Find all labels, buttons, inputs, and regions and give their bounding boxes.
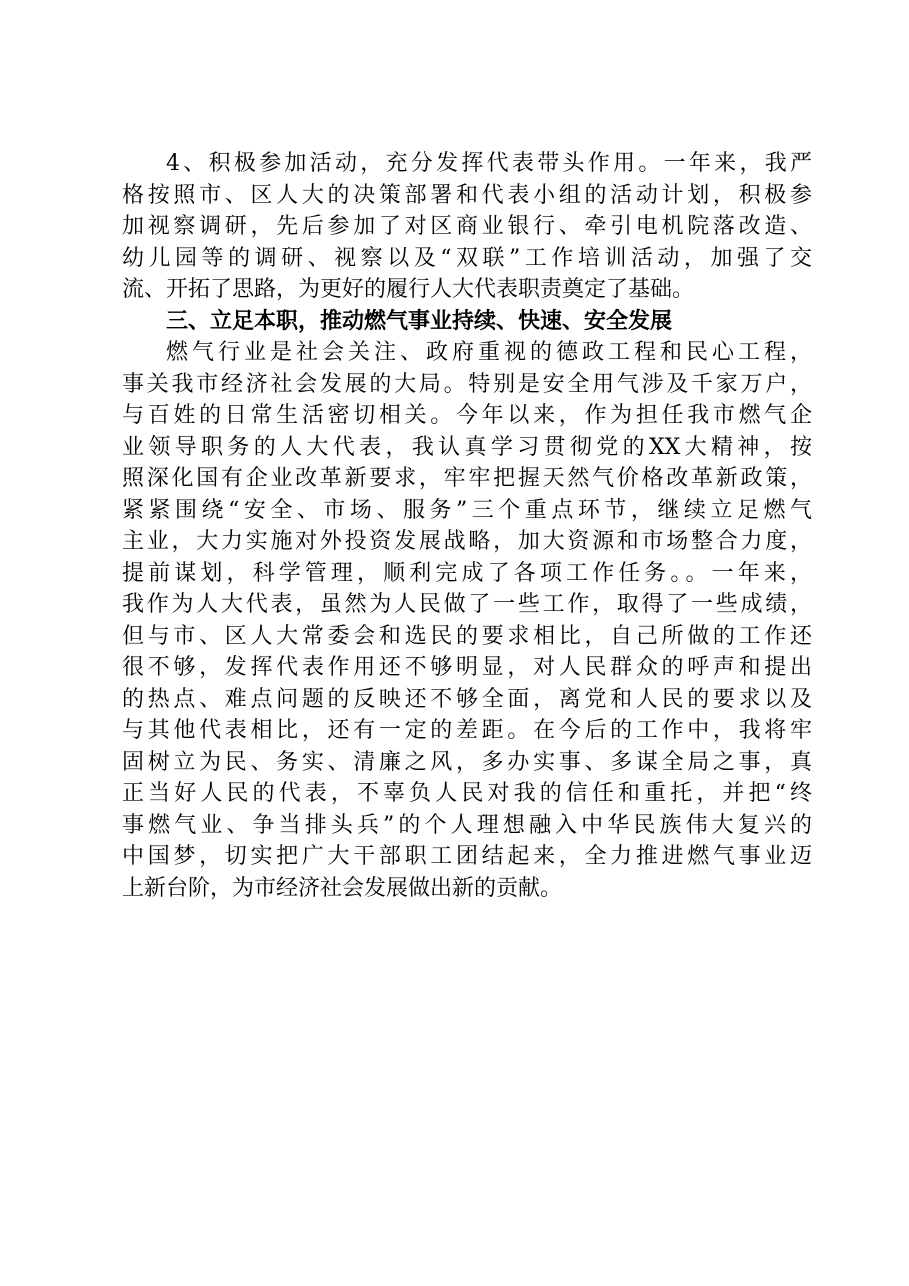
- paragraph-line: 事燃气业、争当排头兵”的个人理想融入中华民族伟大复兴的: [122, 812, 812, 838]
- paragraph-line: 很不够，发挥代表作用还不够明显，对人民群众的呼声和提出: [122, 655, 812, 680]
- document-body: [122, 148, 812, 904]
- paragraph-line: 流、开拓了思路，为更好的履行人大代表职责奠定了基础。: [122, 277, 695, 302]
- paragraph-line: 4、积极参加活动，充分发挥代表带头作用。一年来，我严: [166, 151, 812, 176]
- paragraph-line: 紧紧围绕“安全、市场、服务”三个重点环节，继续立足燃气: [122, 497, 812, 523]
- paragraph-line: 我作为人大代表，虽然为人民做了一些工作，取得了一些成绩，: [122, 592, 812, 617]
- paragraph-line: 正当好人民的代表，不辜负人民对我的信任和重托，并把“终: [122, 781, 812, 806]
- paragraph-line: 事关我市经济社会发展的大局。特别是安全用气涉及千家万户，: [122, 371, 812, 397]
- section-3-heading: 三、立足本职，推动燃气事业持续、快速、安全发展: [166, 308, 673, 334]
- paragraph-line: 但与市、区人大常委会和选民的要求相比，自己所做的工作还: [122, 623, 812, 649]
- paragraph-line: 上新台阶，为市经济社会发展做出新的贡献。: [122, 875, 563, 901]
- paragraph-line: 与其他代表相比，还有一定的差距。在今后的工作中，我将牢: [122, 718, 812, 743]
- paragraph-line: 固树立为民、务实、清廉之风，多办实事、多谋全局之事，真: [122, 749, 812, 775]
- paragraph-line: 主业，大力实施对外投资发展战略，加大资源和市场整合力度，: [122, 529, 812, 554]
- paragraph-line: 提前谋划，科学管理，顺利完成了各项工作任务。。一年来，: [122, 560, 812, 586]
- paragraph-line: 格按照市、区人大的决策部署和代表小组的活动计划，积极参: [122, 182, 812, 208]
- paragraph-line: 燃气行业是社会关注、政府重视的德政工程和民心工程，: [166, 340, 812, 365]
- section-3-paragraph: [122, 337, 812, 904]
- paragraph-line: 业领导职务的人大代表，我认真学习贯彻党的XX大精神，按: [122, 434, 812, 460]
- paragraph-line: 幼儿园等的调研、视察以及“双联”工作培训活动，加强了交: [122, 245, 812, 271]
- paragraph-4: [122, 148, 812, 306]
- paragraph-line: 的热点、难点问题的反映还不够全面，离党和人民的要求以及: [122, 686, 812, 712]
- paragraph-line: 照深化国有企业改革新要求，牢牢把握天然气价格改革新政策，: [122, 466, 812, 491]
- paragraph-line: 加视察调研，先后参加了对区商业银行、牵引电机院落改造、: [122, 214, 812, 239]
- paragraph-line: 与百姓的日常生活密切相关。今年以来，作为担任我市燃气企: [122, 403, 812, 428]
- paragraph-line: 中国梦，切实把广大干部职工团结起来，全力推进燃气事业迈: [122, 844, 812, 869]
